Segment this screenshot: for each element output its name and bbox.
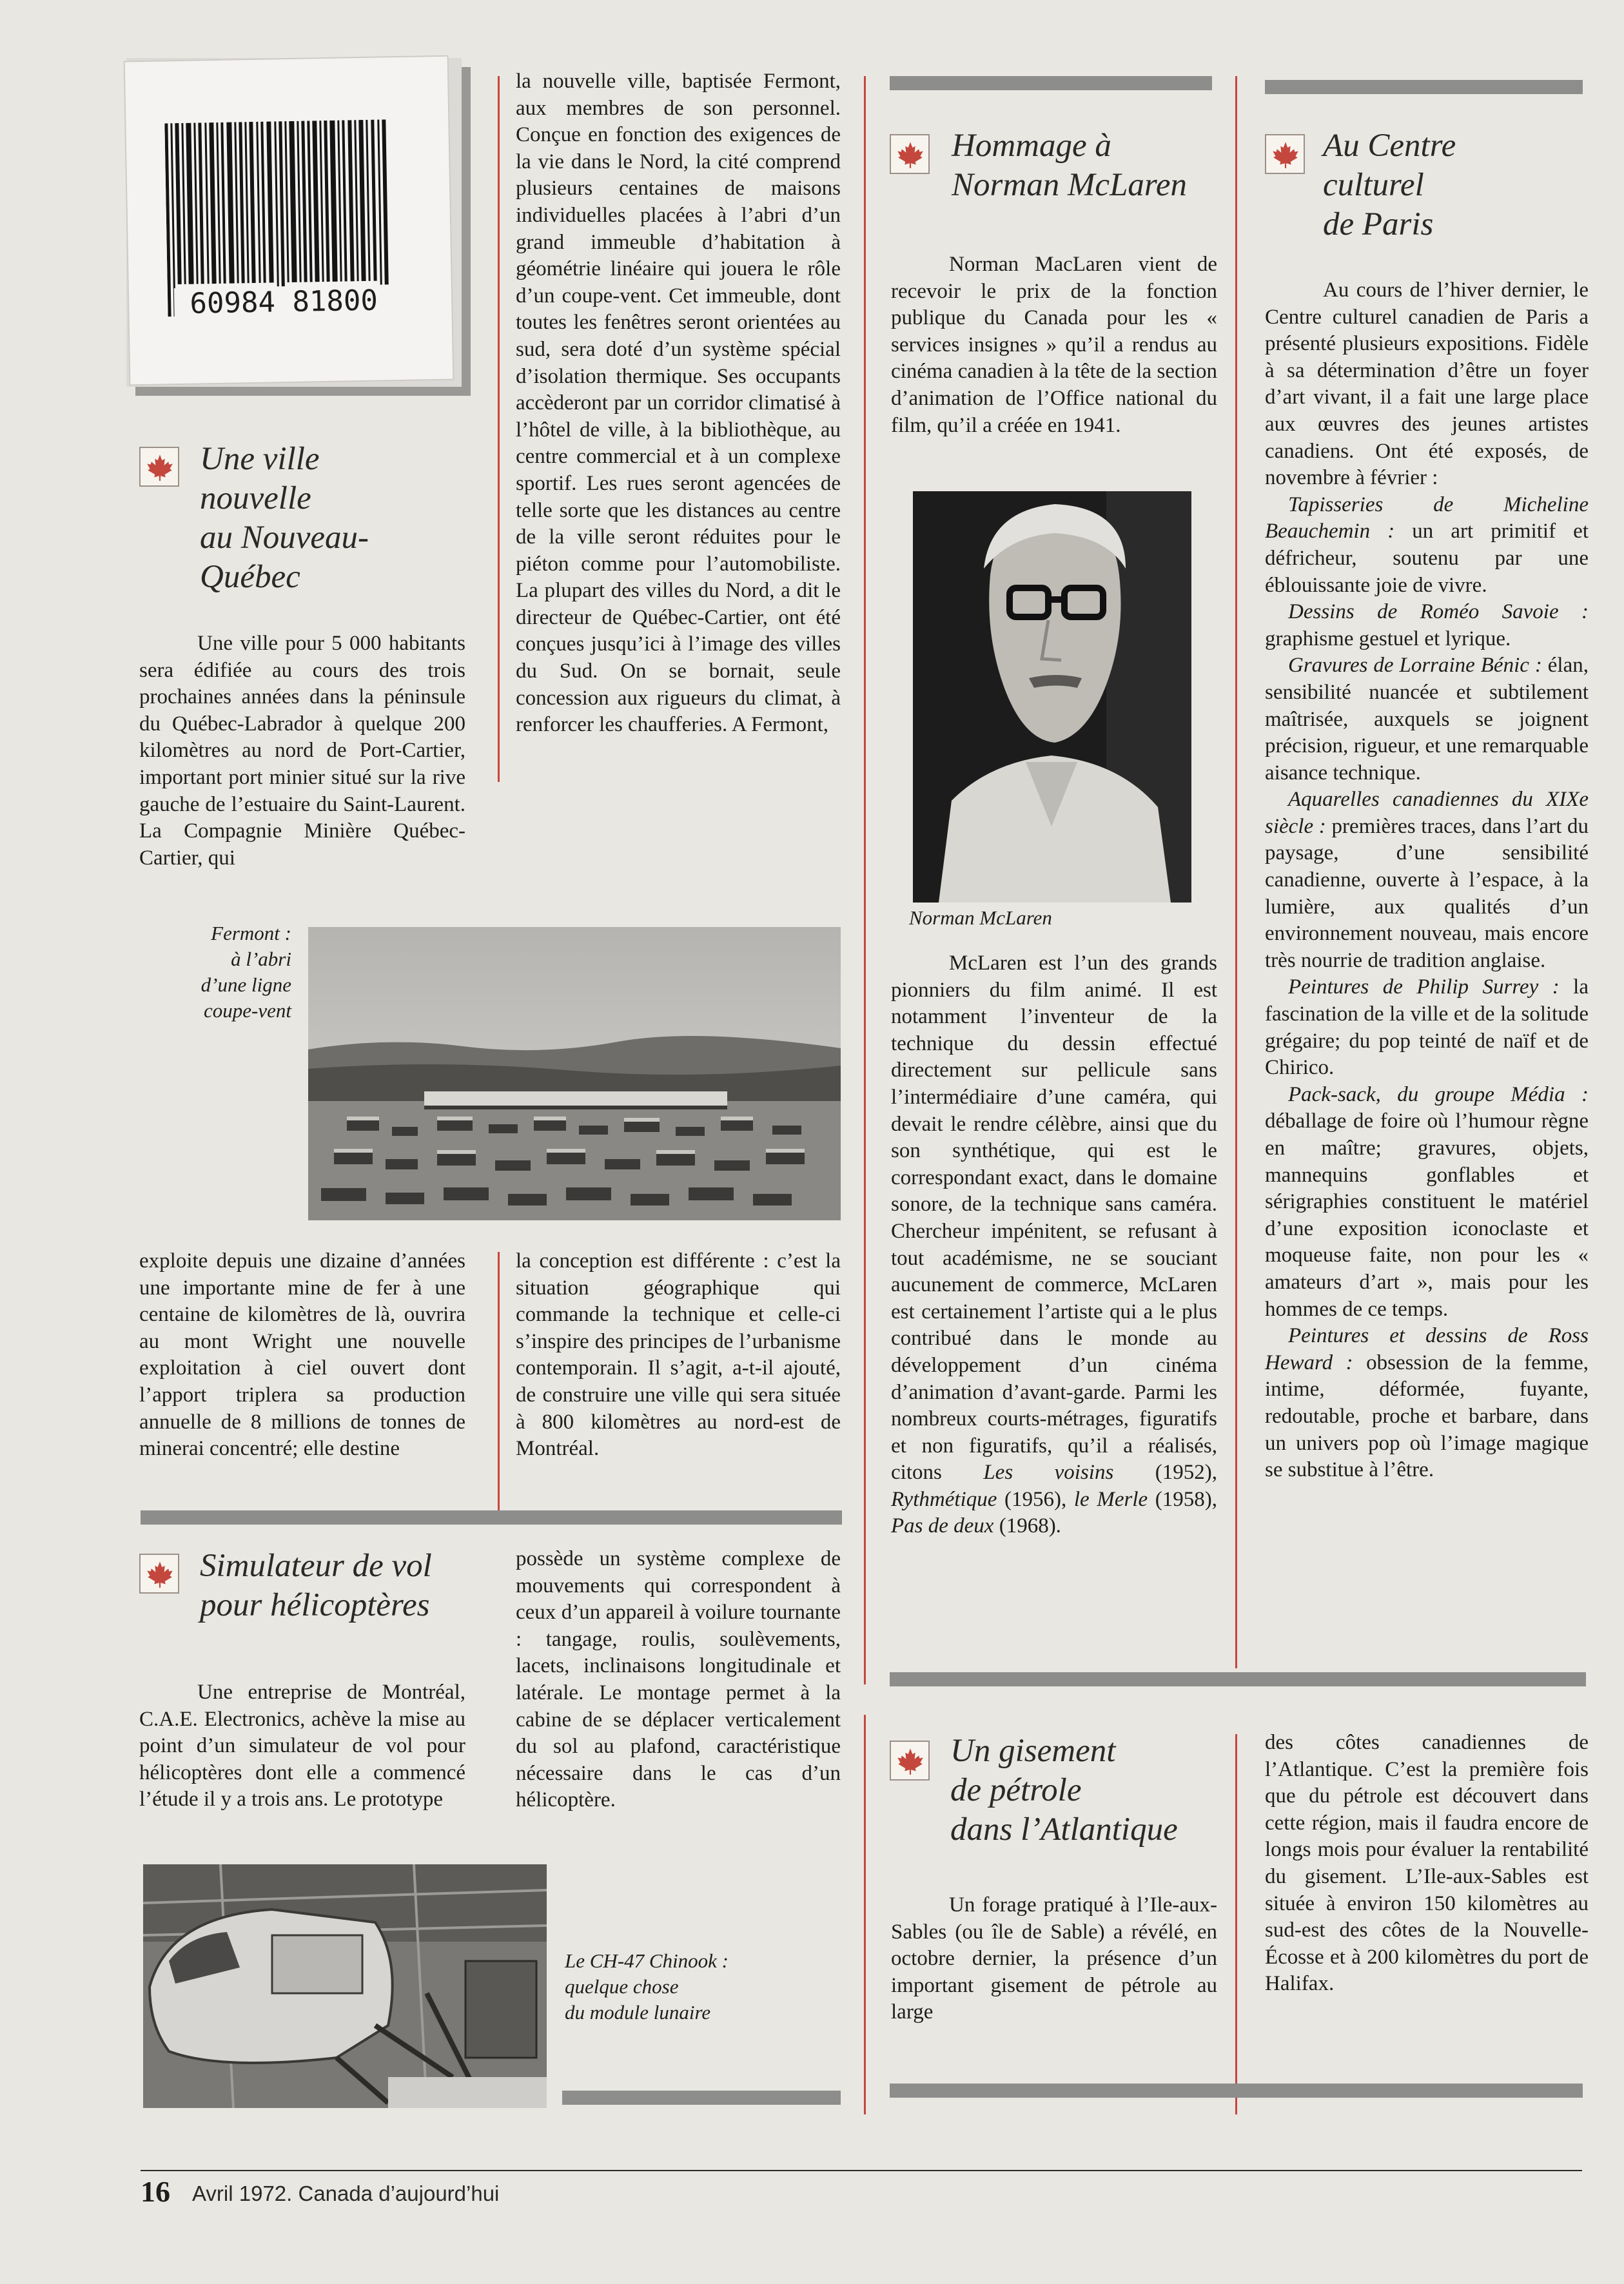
article-title <box>1323 126 1581 244</box>
title-line: Au Centre <box>1323 128 1456 164</box>
exhibit-text: la fascination de la ville et de la solitude grégaire; du pop teinté de naïf et de Chirico. <box>1265 975 1589 1080</box>
exhibit-text: graphisme gestuel et lyrique. <box>1265 627 1511 650</box>
helicopter-simulator-photo <box>143 1864 547 2108</box>
column-divider <box>1235 76 1237 1668</box>
paragraph: possède un système complexe de mouvements qui correspondent à ceux d’un appareil à voilure tournante : tangage, roulis, soulèvements, lacets, inclinaisons longitudinale et latérale. Le montage permet à la cabine de se déplacer verticalement du sol au plafond, caractéristique nécessaire dans le cas d’un hélicoptère. <box>516 1547 841 1812</box>
exhibit-title: Gravures de Lorraine Bénic : <box>1288 654 1542 678</box>
caption-line: à l’abri <box>231 948 291 970</box>
photo-caption: Norman McLaren <box>909 906 1052 929</box>
barcode-sticker <box>126 58 462 387</box>
caption-line: Fermont : <box>211 922 291 944</box>
paragraph: la nouvelle ville, baptisée Fermont, aux membres de son personnel. Conçue en fonction des exigences de la vie dans le Nord, la cité comprend plusieurs centaines de maisons individuelles placées à l’abri d’un grand immeuble d’habitation à géométrie linéaire qui jouera le rôle d’un coupe-vent. Cet immeuble, dont toutes les fenêtres seront orientées au sud, sera doté d’un système spécial d’isolation thermique. Ses occupants accèderont par un corridor climatisé à l’hôtel de ville, à la bibliothèque, au centre commercial et à un complexe sportif. Les rues seront agencées de telle sorte que les distances au centre de la ville seront réduites pour le piéton comme pour l’automobiliste. La plupart des villes du Nord, a dit le directeur de Québec-Cartier, ont été conçues jusqu’ici à l’image des villes du Sud. On se bornait, seule concession aux rigueurs du climat, à renforcer les chaufferies. A Fermont, <box>516 70 841 737</box>
column-divider <box>498 76 500 782</box>
title-line: culturel <box>1323 167 1424 203</box>
footer-rule <box>141 2170 1582 2171</box>
maple-leaf-icon <box>890 1741 930 1781</box>
page-number: 16 <box>141 2175 170 2208</box>
exhibit-title: Pack-sack, du groupe Média : <box>1288 1082 1589 1106</box>
maple-leaf-icon <box>139 1554 179 1594</box>
film-title: Pas de deux <box>891 1514 994 1538</box>
exhibit-item <box>1265 1323 1589 1484</box>
caption-line: Le CH-47 Chinook : <box>565 1949 729 1972</box>
film-title: Rythmétique <box>891 1487 997 1511</box>
maple-leaf-icon <box>890 134 930 174</box>
title-line: nouvelle <box>200 480 311 516</box>
film-title: Les voisins <box>983 1461 1114 1485</box>
film-year: (1958), <box>1148 1487 1218 1511</box>
article-column <box>516 1248 841 1463</box>
exhibit-title: Dessins de Roméo Savoie : <box>1288 600 1589 624</box>
article-column <box>139 1248 465 1463</box>
article-column <box>516 1546 841 1814</box>
photo-caption <box>565 1948 848 2025</box>
article-column <box>891 251 1217 439</box>
photo-caption <box>139 921 291 1024</box>
article-column <box>891 1892 1217 2026</box>
film-year: (1956), <box>997 1487 1074 1511</box>
exhibit-title: Peintures de Philip Surrey : <box>1288 975 1560 999</box>
exhibit-title: Aquarelles canadiennes du XIXe siècle : <box>1265 788 1589 838</box>
maple-leaf-icon <box>1265 134 1305 174</box>
paragraph: la conception est différente : c’est la situation géographique qui commande la technique et celle-ci s’inspire des principes de l’urbanisme contemporain. Il s’agit, a-t-il ajouté, de construire une ville qui sera située à 800 kilomètres au nord-est de Montréal. <box>516 1249 841 1461</box>
article-column <box>139 1679 465 1813</box>
exhibit-item <box>1265 786 1589 974</box>
paragraph: Un forage pratiqué à l’Ile-aux-Sables (ou île de Sable) a révélé, en octobre dernier, la présence d’un important gisement de pétrole au large <box>891 1893 1217 2024</box>
caption-line: coupe-vent <box>204 999 291 1022</box>
article-title <box>952 126 1229 205</box>
article-column <box>516 68 841 739</box>
exhibit-item <box>1265 599 1589 652</box>
title-line: Norman McLaren <box>952 167 1188 203</box>
barcode-label <box>124 55 455 386</box>
exhibit-text: premières traces, dans l’art du paysage, d’une sensibilité canadienne, ouverte à l’espace, à la lumière, aux qualités d’un environnement nouveau, mais encore très nourrie de tradition anglaise. <box>1265 814 1589 972</box>
exhibit-text: un art primitif et défricheur, soutenu par une éblouissante joie de vivre. <box>1265 520 1589 597</box>
title-line: au Nouveau- <box>200 520 369 556</box>
title-line: Hommage à <box>952 128 1111 164</box>
caption-line: quelque chose <box>565 1975 679 1998</box>
paragraph: exploite depuis une dizaine d’années une importante mine de fer à une centaine de kilomètres de là, ouvrira au mont Wright une nouvelle exploitation à ciel ouvert dont l’apport triplera sa production annuelle de 8 millions de tonnes de minerai concentré; elle destine <box>139 1249 465 1461</box>
column-divider <box>864 76 866 1684</box>
paragraph-text: McLaren est l’un des grands pionniers du film animé. Il est notamment l’inventeur de la technique du dessin effectué directement sur pellicule sans l’intermédiaire d’une caméra, qui devait le rendre célèbre, ainsi que du son synthétique, qui est le correspondant exact, dans le domaine sonore, de la technique sans caméra. Chercheur impénitent, se refusant à tout académisme, ne se souciant aucunement de commerce, McLaren est certainement l’artiste qui a le plus contribué dans le monde au développement d’un cinéma d’animation d’avant-garde. Parmi les nombreux courts-métrages, figuratifs et non figuratifs, qu’il a réalisés, citons <box>891 952 1217 1485</box>
section-bar <box>562 2091 841 2105</box>
title-line: Une ville <box>200 441 320 477</box>
exhibit-title: Peintures et dessins de Ross Heward : <box>1265 1324 1589 1374</box>
exhibit-item <box>1265 652 1589 786</box>
article-title <box>200 440 471 597</box>
title-line: Québec <box>200 559 300 595</box>
column-divider <box>864 1715 866 2114</box>
column-divider <box>498 1252 500 1516</box>
film-year: (1968). <box>993 1514 1061 1538</box>
norman-mclaren-portrait <box>913 491 1191 903</box>
paragraph: des côtes canadiennes de l’Atlantique. C’est la première fois que du pétrole est découvert dans cette région, mais il faudra encore de longs mois pour évaluer la rentabilité du gisement. L’Ile-aux-Sables est située à environ 150 kilomètres au sud-est des côtes de la Nouvelle-Écosse et à 200 kilomètres du port de Halifax. <box>1265 1731 1589 1996</box>
paragraph <box>891 950 1217 1540</box>
barcode-number: 60984 81800 <box>174 284 394 320</box>
exhibit-item <box>1265 974 1589 1081</box>
article-title <box>950 1732 1228 1850</box>
exhibit-text: déballage de foire où l’humour règne en maître; gravures, objets, mannequins gonflables et sérigraphies constituent le matériel d’une exposition iconoclaste et moqueuse faite, non pour les « amateurs d’art », mais pour les hommes de ce temps. <box>1265 1109 1589 1321</box>
paragraph: Une entreprise de Montréal, C.A.E. Electronics, achève la mise au point d’un simulateur de vol pour hélicoptères dont elle a commencé l’étude il y a trois ans. Le prototype <box>139 1681 465 1811</box>
caption-line: du module lunaire <box>565 2001 711 2024</box>
paragraph: Au cours de l’hiver dernier, le Centre culturel canadien de Paris a présenté plusieurs expositions. Fidèle à sa détermination d’être un foyer d’art vivant, il a fait une large place aux œuvres des jeunes artistes canadiens. Ont été exposés, de novembre à février : <box>1265 278 1589 490</box>
film-year: (1952), <box>1113 1461 1218 1485</box>
maple-leaf-icon <box>139 447 179 487</box>
paragraph: Norman MacLaren vient de recevoir le prix de la fonction publique du Canada pour les « services insignes » qu’il a rendus au cinéma canadien à la tête de la section d’animation de l’Office national du film, qu’il a créée en 1941. <box>891 253 1217 437</box>
exhibit-text: élan, sensibilité nuancée et subtilement maîtrisée, auxquels se joignent précision, rigueur, et une remarquable aisance technique. <box>1265 654 1589 785</box>
film-title: le Merle <box>1073 1487 1148 1511</box>
fermont-town-photo <box>308 927 841 1220</box>
article-column <box>1265 1730 1589 1998</box>
title-line: pour hélicoptères <box>200 1587 430 1623</box>
article-column <box>139 630 465 872</box>
title-line: Un gisement <box>950 1733 1116 1769</box>
exhibit-item <box>1265 492 1589 599</box>
exhibit-text: obsession de la femme, intime, déformée, fuyante, redoutable, proche et barbare, dans un univers pop où l’image magique se substitue à l’être. <box>1265 1351 1589 1482</box>
article-title <box>200 1547 496 1625</box>
column-divider <box>1235 1734 1237 2114</box>
issue-line: Avril 1972. Canada d’aujourd’hui <box>192 2182 500 2205</box>
caption-line: d’une ligne <box>201 973 291 996</box>
article-column <box>891 950 1217 1540</box>
section-bar <box>890 2084 1583 2098</box>
title-line: de pétrole <box>950 1772 1082 1808</box>
exhibit-title: Tapisseries de Micheline Beauchemin : <box>1265 493 1589 543</box>
section-bar <box>1265 80 1583 94</box>
section-bar <box>890 1672 1586 1686</box>
paragraph: Une ville pour 5 000 habitants sera édifiée au cours des trois prochaines années dans la péninsule du Québec-Labrador à quelque 200 kilomètres au nord de Port-Cartier, important port minier situé sur la rive gauche de l’estuaire du Saint-Laurent. La Compagnie Minière Québec-Cartier, qui <box>139 632 465 870</box>
title-line: Simulateur de vol <box>200 1548 432 1584</box>
article-column <box>1265 277 1589 1484</box>
title-line: de Paris <box>1323 206 1434 242</box>
section-bar <box>890 76 1212 90</box>
exhibit-item <box>1265 1082 1589 1323</box>
section-bar <box>141 1510 842 1525</box>
title-line: dans l’Atlantique <box>950 1811 1178 1848</box>
